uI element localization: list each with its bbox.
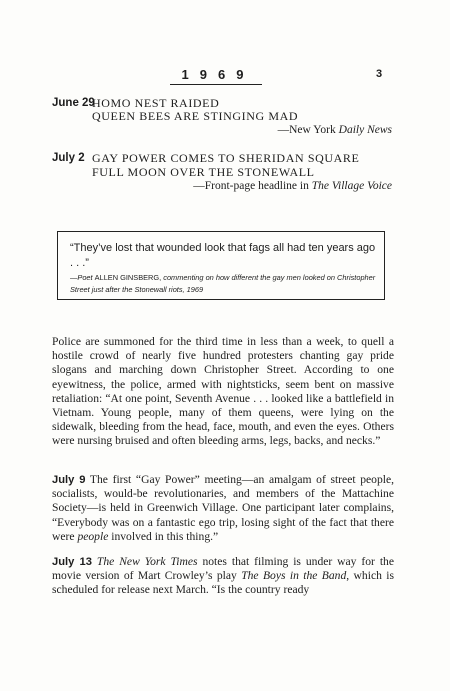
- entry-date: July 13: [52, 556, 92, 568]
- paragraph-text: The first “Gay Power” meeting—an amalgam of street people, socialists, would-be revolutionaries, and members of the Mattachine Society—is held in Greenwich Village. One participant later complains, “Everybody was on a fantastic ego trip, losing sight of the fact that there were: [52, 473, 395, 543]
- entry-date: July 9: [52, 474, 86, 486]
- entry-july-2: [52, 152, 392, 194]
- headline-line: GAY POWER COMES TO SHERIDAN SQUARE: [92, 151, 360, 165]
- entry-date: June 29: [52, 97, 95, 109]
- body-paragraph-july-13: [52, 555, 394, 598]
- source-title: The Village Voice: [311, 180, 392, 192]
- attribution-prefix: —Poet: [70, 273, 95, 282]
- pull-quote-attribution: [70, 272, 380, 296]
- headline-source: [278, 124, 392, 138]
- paragraph-text: involved in this thing.”: [108, 529, 219, 543]
- play-title: The Boys in the Band: [241, 569, 347, 583]
- publication-title: The New York Times: [96, 555, 198, 568]
- entry-june-29: [52, 97, 392, 137]
- paragraph-text: , which is scheduled for release next March. “Is the country ready: [52, 569, 394, 597]
- running-head-rule: [170, 84, 262, 85]
- source-prefix: —Front-page headline in: [193, 180, 312, 192]
- attribution-rest: commenting on how different the gay men looked on Christopher Street just after the Stonewall riots, 1969: [70, 273, 376, 294]
- running-head-year: 1969: [181, 67, 255, 82]
- emphasis-text: people: [77, 529, 109, 543]
- pull-quote-text: “They’ve lost that wounded look that fags all had ten years ago . . .”: [70, 242, 376, 269]
- pull-quote-box: [57, 231, 385, 300]
- running-head: [0, 67, 450, 83]
- headline-line: HOMO NEST RAIDED: [92, 96, 220, 110]
- body-paragraph: Police are summoned for the third time in less than a week, to quell a hostile crowd of nearly five hundred protesters chanting gay pride slogans and marching down Christopher Street. According to one eyewitness, the police, armed with nightsticks, seem bent on massive retaliation: “At one point, Seventh Avenue . . . looked like a battlefield in Vietnam. Young people, many of them queens, were lying on the sidewalk, bleeding from the head, face, mouth, and even the eyes. Others were nursing bruised and often bleeding arms, legs, backs, and necks.”: [52, 335, 394, 448]
- source-title: Daily News: [338, 124, 392, 136]
- headline-line: QUEEN BEES ARE STINGING MAD: [92, 109, 299, 123]
- body-paragraph-july-9: [52, 473, 394, 544]
- attribution-name: ALLEN GINSBERG,: [94, 273, 162, 282]
- page-number: 3: [376, 68, 383, 80]
- headline-line: FULL MOON OVER THE STONEWALL: [92, 165, 315, 179]
- paragraph-text: notes that filming is under way for the movie version of Mart Crowley’s play: [52, 555, 394, 583]
- source-prefix: —New York: [277, 124, 339, 136]
- headline-source: [193, 180, 392, 194]
- entry-date: July 2: [52, 152, 85, 164]
